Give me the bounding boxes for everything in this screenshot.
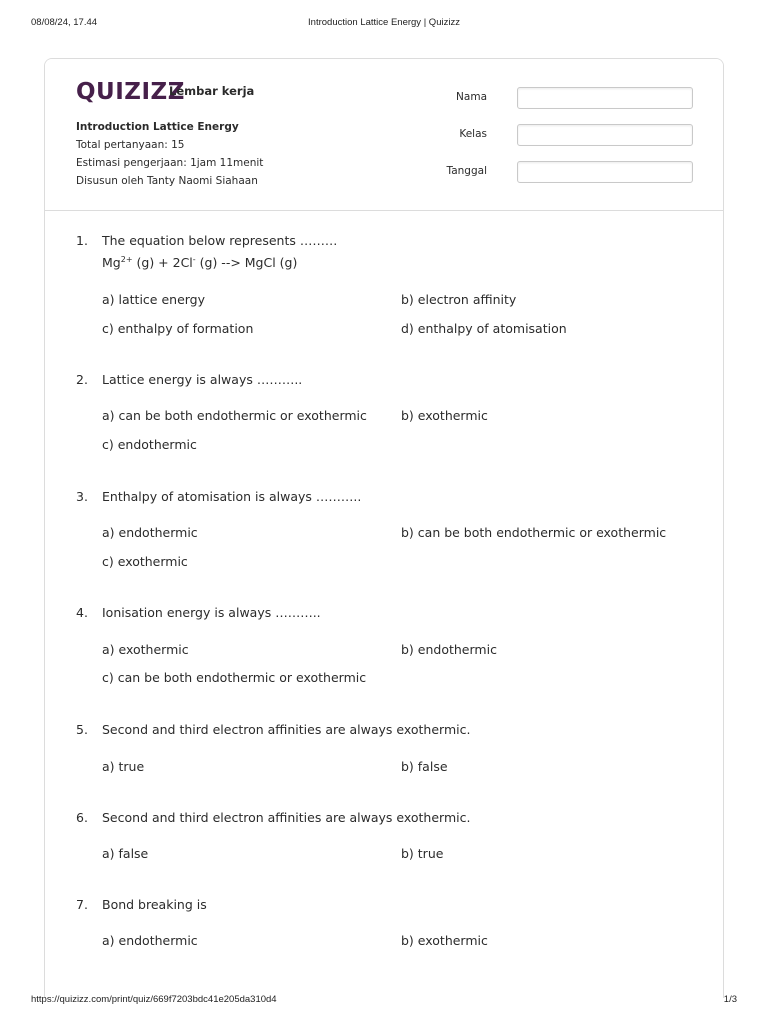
class-field: [425, 124, 695, 148]
option-c: c) exothermic: [102, 554, 188, 569]
author: Disusun oleh Tanty Naomi Siahaan: [76, 175, 258, 187]
option-a: a) endothermic: [102, 933, 198, 948]
date-field: [425, 161, 695, 185]
print-datetime: 08/08/24, 17.44: [31, 17, 98, 28]
question-equation: $Mg^{2+}$ (g) + 2Cl- (g) --> MgCl (g): [102, 255, 298, 271]
option-c: c) endothermic: [102, 437, 197, 452]
print-page-number: 1/3: [723, 994, 737, 1005]
option-a: a) can be both endothermic or exothermic: [102, 408, 367, 423]
print-footer: [0, 994, 768, 1008]
question-text: Bond breaking is: [102, 897, 207, 912]
print-page-title: Introduction Lattice Energy | Quizizz: [308, 17, 460, 28]
option-b: b) true: [401, 846, 444, 861]
worksheet: [44, 58, 724, 998]
option-b: b) can be both endothermic or exothermic: [401, 525, 667, 540]
question-text: Ionisation energy is always ………..: [102, 605, 321, 620]
date-label: Tanggal: [446, 165, 487, 177]
worksheet-header: [45, 59, 723, 211]
worksheet-subtitle: Lembar kerja: [169, 84, 255, 98]
question-number: 2.: [76, 372, 88, 387]
time-estimate: Estimasi pengerjaan: 1jam 11menit: [76, 157, 264, 169]
option-a: a) lattice energy: [102, 292, 206, 307]
option-a: a) false: [102, 846, 149, 861]
option-b: b) electron affinity: [401, 292, 517, 307]
date-input[interactable]: [517, 161, 693, 183]
quizizz-logo: QUIZIZZ: [76, 79, 185, 105]
question-number: 1.: [76, 233, 88, 248]
name-field: [425, 87, 695, 111]
option-b: b) exothermic: [401, 933, 488, 948]
option-a: a) exothermic: [102, 642, 189, 657]
option-b: b) exothermic: [401, 408, 488, 423]
question-number: 5.: [76, 722, 88, 737]
worksheet-meta: [76, 118, 263, 190]
quiz-title: Introduction Lattice Energy: [76, 121, 239, 133]
class-input[interactable]: [517, 124, 693, 146]
question-text: The equation below represents ………: [102, 233, 338, 248]
option-a: a) endothermic: [102, 525, 198, 540]
option-d: d) enthalpy of atomisation: [401, 321, 567, 336]
print-header: [0, 17, 768, 31]
option-c: c) enthalpy of formation: [102, 321, 254, 336]
option-b: b) false: [401, 759, 448, 774]
question-number: 4.: [76, 605, 88, 620]
name-label: Nama: [456, 91, 487, 103]
question-number: 7.: [76, 897, 88, 912]
option-c: c) can be both endothermic or exothermic: [102, 670, 367, 685]
question-text: Second and third electron affinities are always exothermic.: [102, 722, 471, 737]
name-input[interactable]: [517, 87, 693, 109]
option-b: b) endothermic: [401, 642, 497, 657]
question-number: 3.: [76, 489, 88, 504]
total-questions: Total pertanyaan: 15: [76, 139, 185, 151]
print-url: https://quizizz.com/print/quiz/669f7203bdc41e205da310d4: [31, 994, 277, 1005]
option-a: a) true: [102, 759, 145, 774]
question-number: 6.: [76, 810, 88, 825]
class-label: Kelas: [459, 128, 487, 140]
question-text: Second and third electron affinities are always exothermic.: [102, 810, 471, 825]
question-text: Lattice energy is always ………..: [102, 372, 303, 387]
question-text: Enthalpy of atomisation is always ………..: [102, 489, 362, 504]
